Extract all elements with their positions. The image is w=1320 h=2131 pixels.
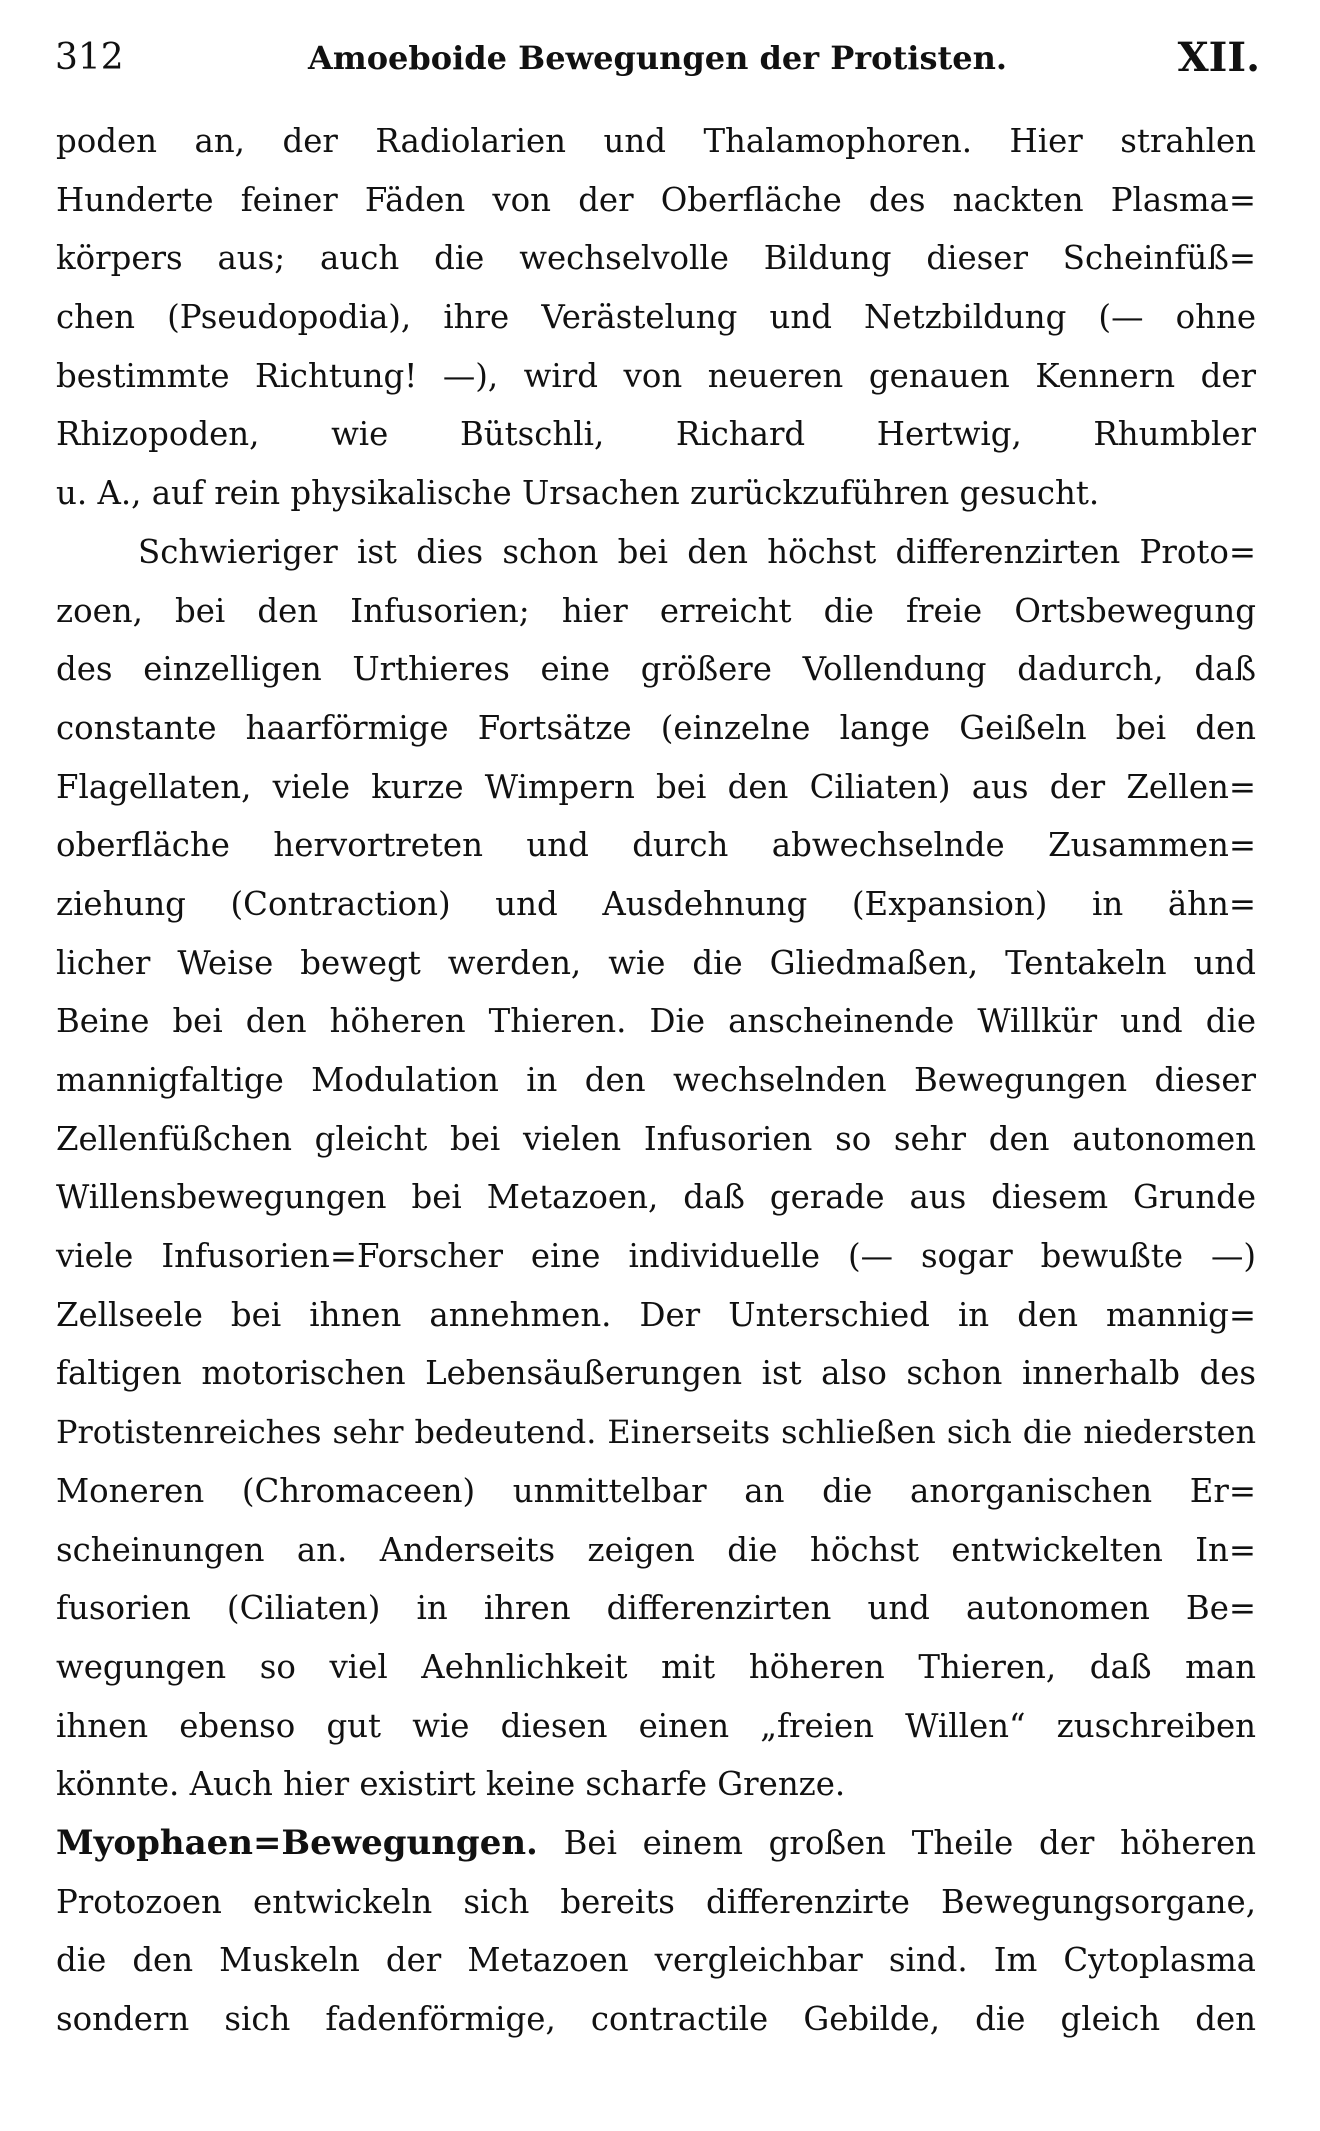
text-line: körpers aus; auch die wechselvolle Bildung dieser Scheinfüß= xyxy=(56,239,1256,278)
text-line: Flagellaten, viele kurze Wimpern bei den Ciliaten) aus der Zellen= xyxy=(56,767,1256,806)
chapter-number: XII. xyxy=(1177,34,1260,81)
text-line: oberfläche hervortreten und durch abwechselnde Zusammen= xyxy=(56,826,1256,865)
text-line: ziehung (Contraction) und Ausdehnung (Expansion) in ähn= xyxy=(56,884,1256,923)
text-line: könnte. Auch hier existirt keine scharfe Grenze. xyxy=(56,1765,846,1804)
text-line: Beine bei den höheren Thieren. Die anscheinende Willkür und die xyxy=(56,1002,1256,1041)
text-line: Hunderte feiner Fäden von der Oberfläche des nackten Plasma= xyxy=(56,180,1256,219)
text-line: scheinungen an. Anderseits zeigen die höchst entwickelten In= xyxy=(56,1530,1256,1569)
body-text xyxy=(56,112,1256,2049)
text-line: fusorien (Ciliaten) in ihren differenzirten und autonomen Be= xyxy=(56,1589,1256,1628)
text-line: Protozoen entwickeln sich bereits differenzirte Bewegungsorgane, xyxy=(56,1882,1256,1921)
text-line: Willensbewegungen bei Metazoen, daß gerade aus diesem Grunde xyxy=(56,1178,1256,1217)
text-line: die den Muskeln der Metazoen vergleichbar sind. Im Cytoplasma xyxy=(56,1941,1256,1980)
text-line: bestimmte Richtung! —), wird von neueren genauen Kennern der xyxy=(56,356,1256,395)
text-line: licher Weise bewegt werden, wie die Gliedmaßen, Tentakeln und xyxy=(56,943,1256,982)
text-line: Rhizopoden, wie Bütschli, Richard Hertwig, Rhumbler xyxy=(56,415,1256,454)
page-number: 312 xyxy=(55,37,124,78)
text-line: ihnen ebenso gut wie diesen einen „freien Willen“ zuschreiben xyxy=(56,1706,1256,1745)
text-line: mannigfaltige Modulation in den wechselnden Bewegungen dieser xyxy=(56,1061,1256,1099)
text-line: viele Infusorien=Forscher eine individuelle (— sogar bewußte —) xyxy=(56,1237,1256,1276)
section-first-line xyxy=(56,1814,1256,1873)
text-line: poden an, der Radiolarien und Thalamophoren. Hier strahlen xyxy=(56,122,1256,160)
text-line: constante haarförmige Fortsätze (einzelne lange Geißeln bei den xyxy=(56,708,1256,747)
text-line: Protistenreiches sehr bedeutend. Einerseits schließen sich die niedersten xyxy=(56,1413,1256,1452)
running-title: Amoeboide Bewegungen der Protisten. xyxy=(308,39,1007,77)
text-line: Zellenfüßchen gleicht bei vielen Infusorien so sehr den autonomen xyxy=(56,1119,1256,1158)
text-line: wegungen so viel Aehnlichkeit mit höheren Thieren, daß man xyxy=(56,1647,1256,1686)
text-line: Moneren (Chromaceen) unmittelbar an die anorganischen Er= xyxy=(56,1471,1256,1510)
text-line: Schwieriger ist dies schon bei den höchst differenzirten Proto= xyxy=(138,532,1256,571)
text-line: chen (Pseudopodia), ihre Verästelung und Netzbildung (— ohne xyxy=(56,298,1256,337)
text-line: des einzelligen Urthieres eine größere Vollendung dadurch, daß xyxy=(56,650,1256,689)
text-line: faltigen motorischen Lebensäußerungen ist also schon innerhalb des xyxy=(56,1354,1256,1393)
text-line: sondern sich fadenförmige, contractile Gebilde, die gleich den xyxy=(56,2000,1256,2038)
section-heading: Myophaen=Bewegungen. xyxy=(56,1822,538,1863)
section-first-line-text: Bei einem großen Theile der höheren xyxy=(563,1823,1256,1862)
text-line: u. A., auf rein physikalische Ursachen zurückzuführen gesucht. xyxy=(56,474,1100,513)
page-header xyxy=(55,28,1260,88)
text-line: Zellseele bei ihnen annehmen. Der Unterschied in den mannig= xyxy=(56,1295,1256,1334)
text-line: zoen, bei den Infusorien; hier erreicht die freie Ortsbewegung xyxy=(56,591,1256,630)
